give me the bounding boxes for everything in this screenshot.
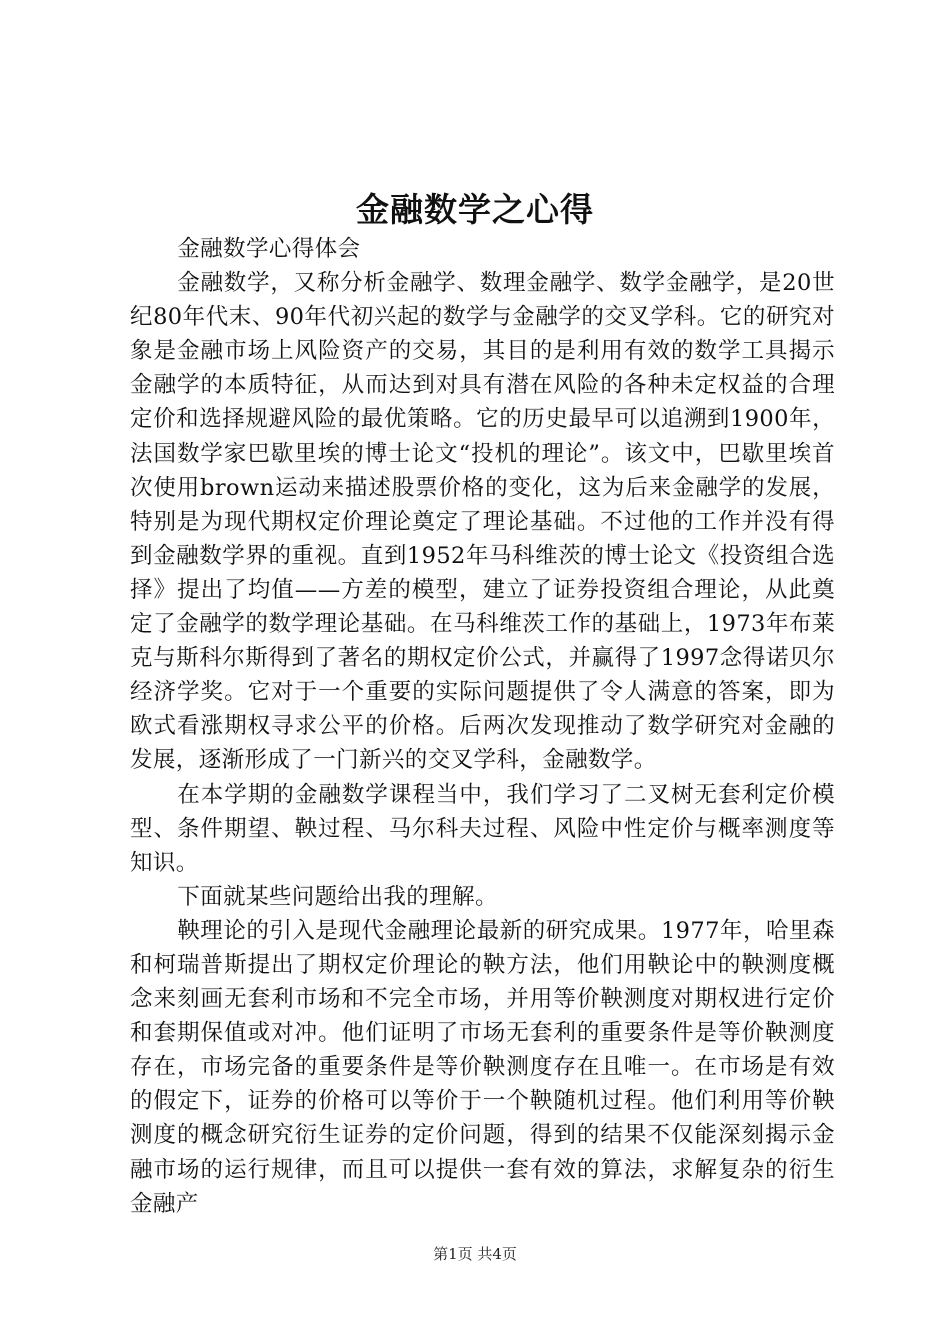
document-body <box>130 232 835 1221</box>
paragraph-transition: 下面就某些问题给出我的理解。 <box>177 883 498 910</box>
paragraph-martingale: 鞅理论的引入是现代金融理论最新的研究成果。1977年，哈里森和柯瑞普斯提出了期权定价理论的鞅方法，他们用鞅论中的鞅测度概念来刻画无套利市场和不完全市场，并用等价鞅测度对期权进行定价和套期保值或对冲。他们证明了市场无套利的重要条件是等价鞅测度存在，市场完备的重要条件是等价鞅测度存在且唯一。在市场是有效的假定下，证券的价格可以等价于一个鞅随机过程。他们利用等价鞅测度的概念研究衍生证券的定价问题，得到的结果不仅能深刻揭示金融市场的运行规律，而且可以提供一套有效的算法，求解复杂的衍生金融产 <box>130 917 835 1217</box>
paragraph-intro: 金融数学，又称分析金融学、数理金融学、数学金融学，是20世纪80年代末、90年代初兴起的数学与金融学的交叉学科。它的研究对象是金融市场上风险资产的交易，其目的是利用有效的数学工具揭示金融学的本质特征，从而达到对具有潜在风险的各种未定权益的合理定价和选择规避风险的最优策略。它的历史最早可以追溯到1900年，法国数学家巴歇里埃的博士论文“投机的理论”。该文中，巴歇里埃首次使用brown运动来描述股票价格的变化，这为后来金融学的发展，特别是为现代期权定价理论奠定了理论基础。不过他的工作并没有得到金融数学界的重视。直到1952年马科维茨的博士论文《投资组合选择》提出了均值——方差的模型，建立了证券投资组合理论，从此奠定了金融学的数学理论基础。在马科维茨工作的基础上，1973年布莱克与斯科尔斯得到了著名的期权定价公式，并赢得了1997念得诺贝尔经济学奖。它对于一个重要的实际问题提供了令人满意的答案，即为欧式看涨期权寻求公平的价格。后两次发现推动了数学研究对金融的发展，逐渐形成了一门新兴的交叉学科，金融数学。 <box>130 270 835 774</box>
document-title: 金融数学之心得 <box>356 190 594 229</box>
paragraph-course: 在本学期的金融数学课程当中，我们学习了二叉树无套利定价模型、条件期望、鞅过程、马尔科夫过程、风险中性定价与概率测度等知识。 <box>130 781 835 876</box>
paragraph-subtitle: 金融数学心得体会 <box>177 236 361 262</box>
page-footer: 第1页 共4页 <box>433 1245 517 1263</box>
